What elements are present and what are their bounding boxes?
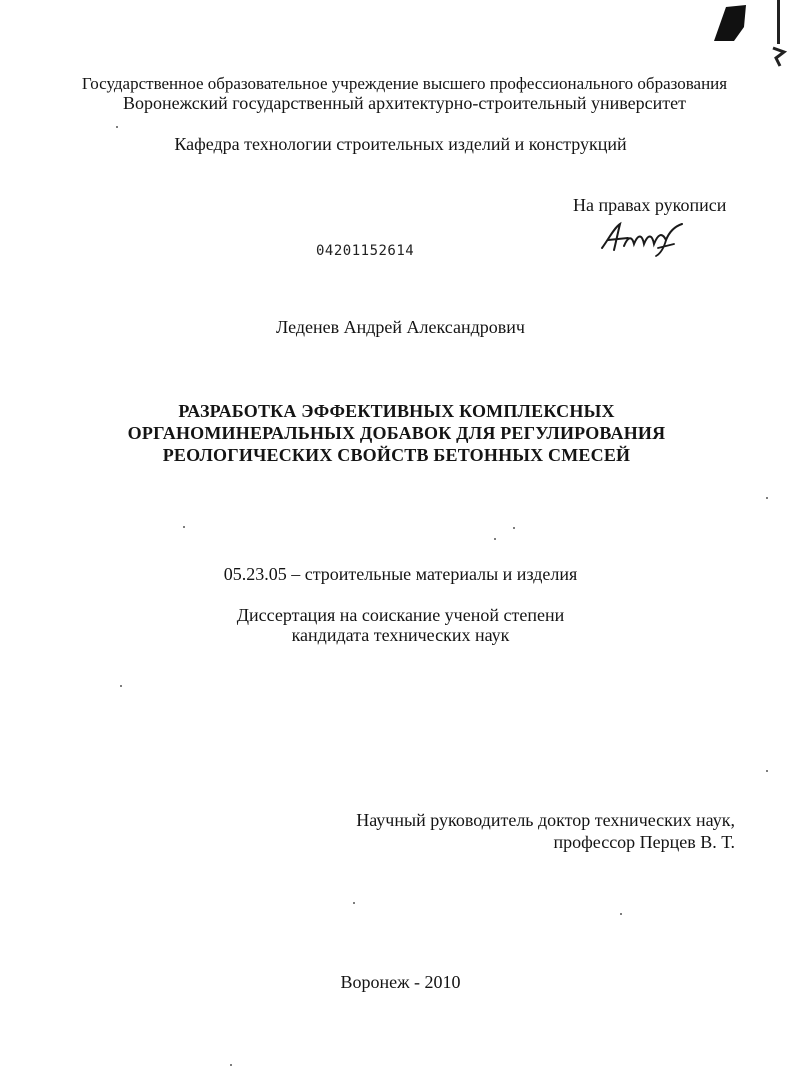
title-line-2: ОРГАНОМИНЕРАЛЬНЫХ ДОБАВОК ДЛЯ РЕГУЛИРОВАНИЯ (127, 423, 666, 443)
scan-speck (120, 685, 122, 687)
dissertation-line-2: кандидата технических наук (291, 625, 510, 645)
city-year: Воронеж - 2010 (340, 972, 461, 992)
scan-speck (766, 497, 768, 499)
title-line-1: РАЗРАБОТКА ЭФФЕКТИВНЫХ КОМПЛЕКСНЫХ (178, 401, 615, 421)
signature-icon (598, 218, 696, 258)
supervisor-line-2: профессор Перцев В. Т. (553, 832, 735, 852)
rights-note: На правах рукописи (573, 195, 727, 215)
scan-speck (766, 770, 768, 772)
library-code: 04201152614 (316, 243, 415, 259)
scan-speck (116, 126, 118, 128)
dissertation-title (0, 400, 793, 466)
scan-speck (494, 538, 496, 540)
scan-speck (230, 1064, 232, 1066)
dissertation-line-1: Диссертация на соискание ученой степени (236, 605, 565, 625)
title-line-3: РЕОЛОГИЧЕСКИХ СВОЙСТВ БЕТОННЫХ СМЕСЕЙ (162, 445, 631, 465)
scan-edge-mark (770, 0, 788, 70)
supervisor-line-1: Научный руководитель доктор технических наук, (356, 810, 735, 830)
scan-speck (353, 902, 355, 904)
scan-speck (513, 527, 515, 529)
institution-line-2: Воронежский государственный архитектурно-строительный университет (123, 93, 686, 113)
department: Кафедра технологии строительных изделий и конструкций (174, 134, 627, 154)
scan-corner-mark (712, 3, 752, 43)
scan-speck (183, 526, 185, 528)
specialty-code: 05.23.05 – строительные материалы и изделия (223, 564, 578, 584)
scan-speck (620, 913, 622, 915)
institution-line-1: Государственное образовательное учреждение высшего профессионального образования (81, 74, 728, 93)
author-name: Леденев Андрей Александрович (276, 317, 525, 337)
